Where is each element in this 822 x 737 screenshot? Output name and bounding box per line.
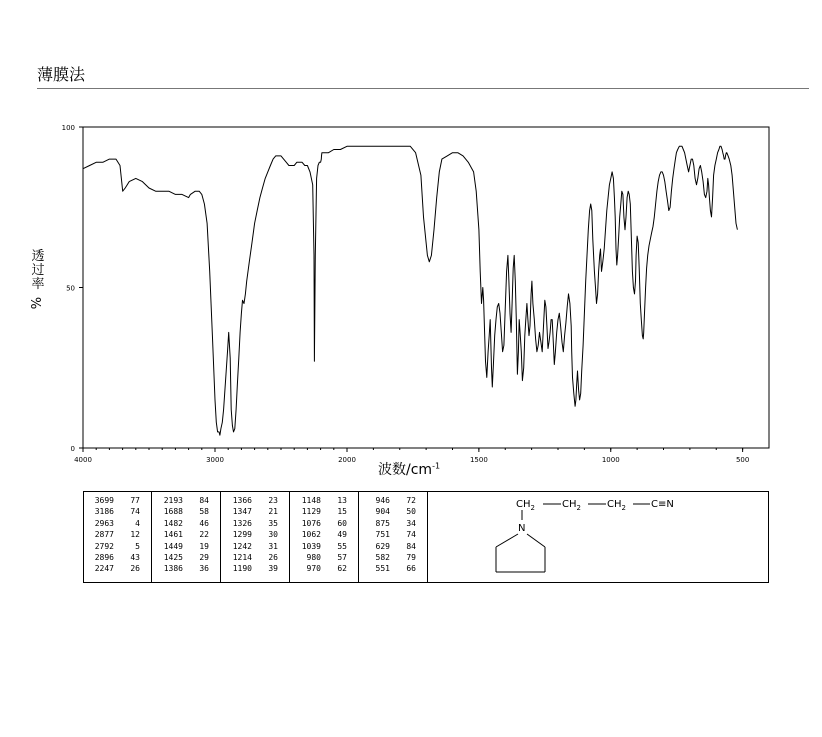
peak-row [297,529,358,540]
peak-row [159,495,220,506]
tick-labels [62,124,750,464]
peak-transmittance: 49 [337,530,347,540]
peak-wavenumber: 970 [306,564,321,574]
peak-transmittance: 15 [337,507,347,517]
peak-wavenumber: 1062 [301,530,321,540]
peak-row [297,495,358,506]
axis-ticks [79,127,743,452]
peak-wavenumber: 751 [375,530,390,540]
peak-wavenumber: 1482 [163,518,183,528]
peak-transmittance: 31 [268,541,278,551]
peak-wavenumber: 1461 [163,530,183,540]
peak-wavenumber: 980 [306,552,321,562]
peak-table-column [153,492,221,582]
peak-transmittance: 57 [337,552,347,562]
peak-wavenumber: 1688 [163,507,183,517]
peak-transmittance: 36 [199,564,209,574]
spectrum-line [83,146,737,435]
x-axis-label [378,459,440,479]
peak-row [159,506,220,517]
peak-transmittance: 5 [135,541,140,551]
y-axis-label-char: 率 [31,277,45,292]
peak-row [159,541,220,552]
structure-panel [427,492,768,581]
peak-wavenumber: 3186 [94,507,114,517]
peak-row [90,518,151,529]
peak-transmittance: 50 [406,507,416,517]
peak-row [366,518,427,529]
peak-row [228,541,289,552]
structure-label-ch2-a: $CH_2$ [516,499,535,512]
peak-wavenumber: 904 [375,507,390,517]
ring-bond [496,534,518,547]
peak-transmittance: 30 [268,530,278,540]
peak-row [90,495,151,506]
structure-label-n: N [518,523,526,534]
peak-row [90,529,151,540]
y-axis-label [30,250,46,310]
peak-row [366,529,427,540]
peak-table-column [291,492,359,582]
peak-row [159,518,220,529]
peak-wavenumber: 2896 [94,552,114,562]
peak-row [228,563,289,574]
peak-transmittance: 34 [406,518,416,528]
peak-transmittance: 72 [406,496,416,505]
peak-transmittance: 4 [135,518,140,528]
y-tick-label: 50 [66,284,75,293]
peak-wavenumber: 1190 [232,564,252,574]
peak-row [366,506,427,517]
peak-transmittance: 77 [130,496,140,505]
y-axis-label-char: 透 [31,249,45,264]
peak-table-column [84,492,152,582]
peak-wavenumber: 1347 [232,507,252,517]
peak-wavenumber: 1299 [232,530,252,540]
peak-transmittance: 23 [268,496,278,505]
structure-label-ch2-c: $CH_2$ [607,499,626,512]
peak-row [228,552,289,563]
x-tick-label: 500 [735,456,750,464]
peak-transmittance: 84 [406,541,416,551]
peak-row [159,563,220,574]
peak-transmittance: 26 [268,552,278,562]
structure-label-ch2-b: $CH_2$ [562,499,581,512]
x-tick-label: 1000 [601,456,620,464]
page-title: 薄膜法 [37,65,86,84]
peak-wavenumber: 1214 [232,552,252,562]
peak-wavenumber: 2193 [163,496,183,505]
peak-transmittance: 13 [337,496,347,505]
peak-transmittance: 35 [268,518,278,528]
peak-transmittance: 58 [199,507,209,517]
peak-transmittance: 29 [199,552,209,562]
peak-row [159,529,220,540]
peak-wavenumber: 551 [375,564,390,574]
peak-wavenumber: 1076 [301,518,321,528]
peak-row [90,541,151,552]
peak-table-column [360,492,428,582]
peak-row [366,563,427,574]
x-axis-label-main: 波数/cm [378,462,433,478]
peak-transmittance: 62 [337,564,347,574]
peak-wavenumber: 1148 [301,496,321,505]
peak-wavenumber: 1425 [163,552,183,562]
x-tick-label: 3000 [206,456,224,464]
structure-label-nitrile: C≡N [651,499,674,510]
peak-transmittance: 21 [268,507,278,517]
peak-row [297,541,358,552]
y-tick-label: 100 [61,124,75,132]
peak-transmittance: 39 [268,564,278,574]
peak-transmittance: 55 [337,541,347,551]
peak-wavenumber: 2877 [94,530,114,540]
x-tick-label: 4000 [74,456,92,464]
peak-transmittance: 74 [406,530,416,540]
peak-wavenumber: 1366 [232,496,252,505]
peak-row [297,563,358,574]
peak-wavenumber: 3699 [94,496,114,505]
peak-row [297,518,358,529]
peak-table-column [222,492,290,582]
x-axis-label-exponent: -1 [432,461,441,471]
peak-transmittance: 66 [406,564,416,574]
peak-wavenumber: 946 [375,496,390,505]
peak-transmittance: 60 [337,518,347,528]
peak-wavenumber: 2963 [94,518,114,528]
peak-wavenumber: 875 [375,518,390,528]
peak-transmittance: 26 [130,564,140,574]
peak-row [228,529,289,540]
peak-wavenumber: 1242 [232,541,252,551]
peak-row [228,506,289,517]
peak-transmittance: 12 [130,530,140,540]
peak-transmittance: 43 [130,552,140,562]
y-tick-label: 0 [70,445,75,453]
peak-wavenumber: 2792 [94,541,114,551]
y-axis-label-unit: % [30,296,45,310]
x-tick-label: 2000 [338,456,356,464]
peak-row [297,506,358,517]
peak-wavenumber: 629 [375,541,390,551]
structure-diagram [428,492,768,581]
peak-wavenumber: 1386 [163,564,183,574]
peak-wavenumber: 1449 [163,541,183,551]
peak-row [90,552,151,563]
peak-transmittance: 19 [199,541,209,551]
peak-row [366,552,427,563]
peak-wavenumber: 2247 [94,564,114,574]
peak-wavenumber: 582 [375,552,390,562]
peak-wavenumber: 1326 [232,518,252,528]
peak-row [366,495,427,506]
peak-transmittance: 74 [130,507,140,517]
peak-row [297,552,358,563]
peak-wavenumber: 1129 [301,507,321,517]
peak-wavenumber: 1039 [301,541,321,551]
peak-transmittance: 46 [199,518,209,528]
peak-row [90,563,151,574]
peak-transmittance: 22 [199,530,209,540]
peak-row [228,495,289,506]
peak-row [90,506,151,517]
y-axis-label-char: 过 [31,263,45,278]
peak-row [228,518,289,529]
peak-row [366,541,427,552]
peak-row [159,552,220,563]
x-tick-label: 1500 [469,456,488,464]
peak-transmittance: 79 [406,552,416,562]
ring-bond [527,534,545,547]
plot-frame [83,127,769,448]
peak-transmittance: 84 [199,496,209,505]
